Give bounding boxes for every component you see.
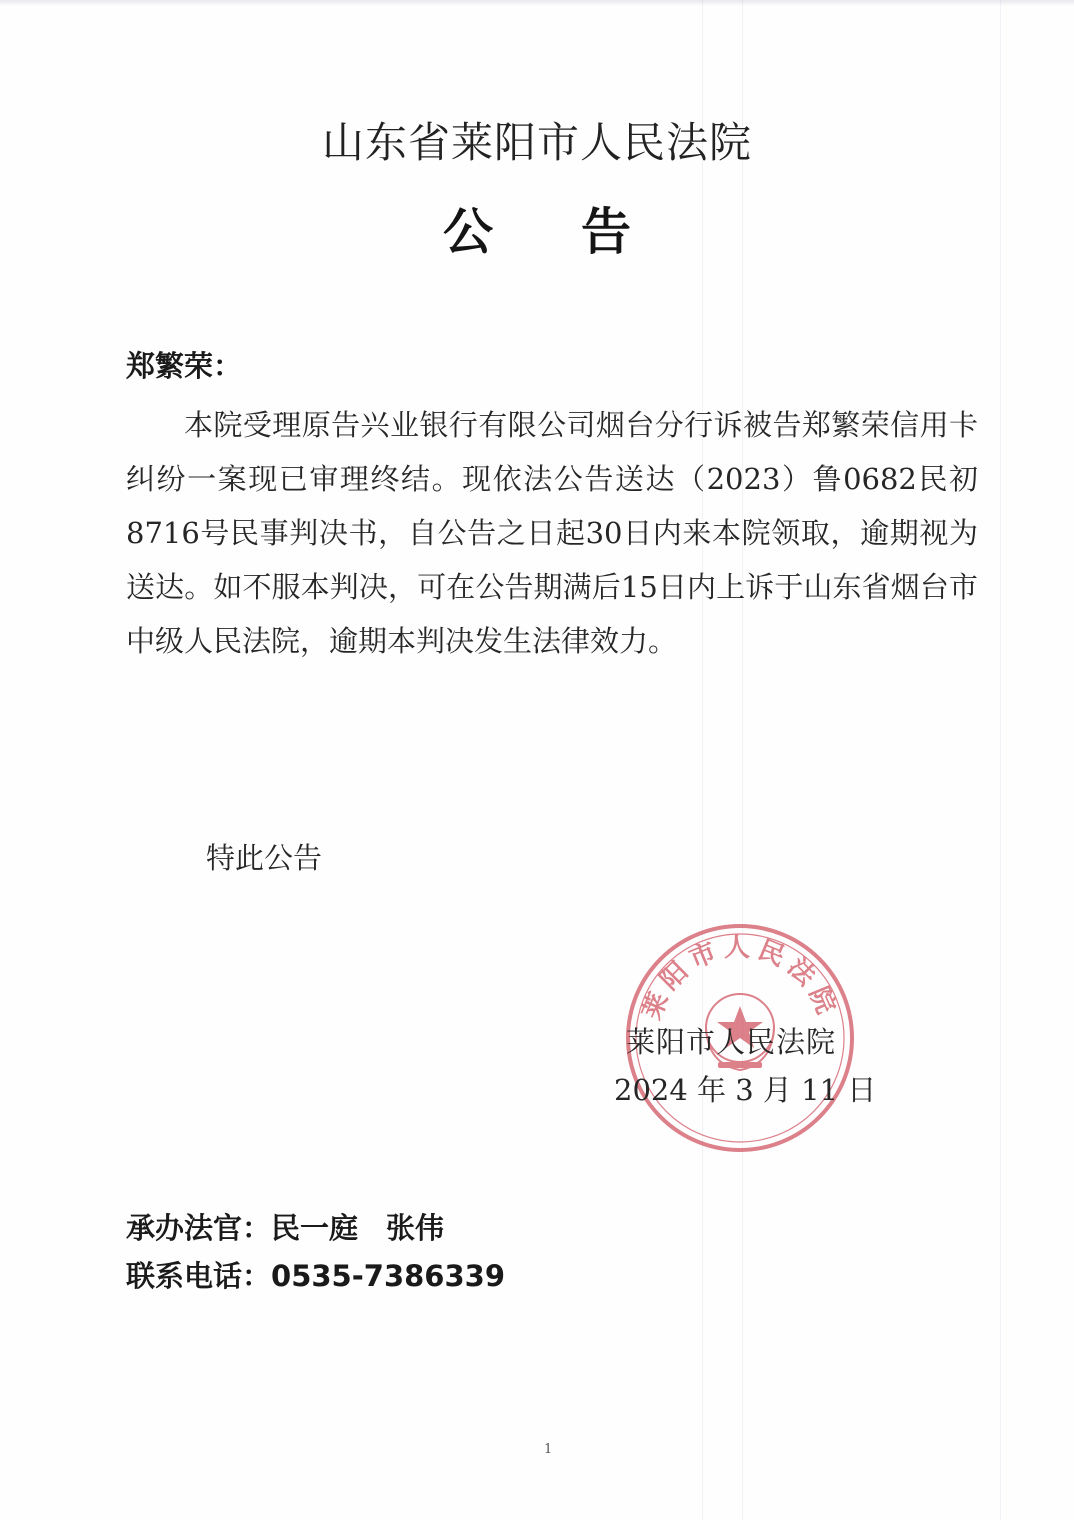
signature-date: 2024 年 3 月 11 日 [614, 1073, 877, 1107]
phone-number: 0535-7386339 [271, 1259, 506, 1293]
page-number: 1 [544, 1442, 553, 1457]
judge-line [126, 1206, 444, 1247]
addressee: 郑繁荣： [126, 349, 243, 383]
notice-title-char: 公 [443, 203, 493, 261]
notice-title [0, 192, 1074, 264]
scan-top-edge [0, 0, 1074, 6]
signature-court: 莱阳市人民法院 [626, 1025, 837, 1059]
notice-body: 本院受理原告兴业银行有限公司烟台分行诉被告郑繁荣信用卡纠纷一案现已审理终结。现依法公告送达（2023）鲁0682民初8716号民事判决书，自公告之日起30日内来本院领取，逾期视为送达。如不服本判决，可在公告期满后15日内上诉于山东省烟台市中级人民法院，逾期本判决发生法律效力。 [126, 408, 978, 658]
court-header: 山东省莱阳市人民法院 [321, 118, 752, 167]
phone-line [126, 1254, 505, 1295]
closing-phrase: 特此公告 [206, 841, 323, 875]
notice-title-char: 告 [581, 203, 631, 261]
judge-division: 民一庭 [271, 1211, 359, 1245]
seal-ring-text: 莱阳市人民法院 [636, 933, 844, 1024]
judge-name: 张伟 [386, 1211, 445, 1245]
phone-label: 联系电话： [126, 1259, 272, 1293]
judge-label: 承办法官： [126, 1211, 272, 1245]
